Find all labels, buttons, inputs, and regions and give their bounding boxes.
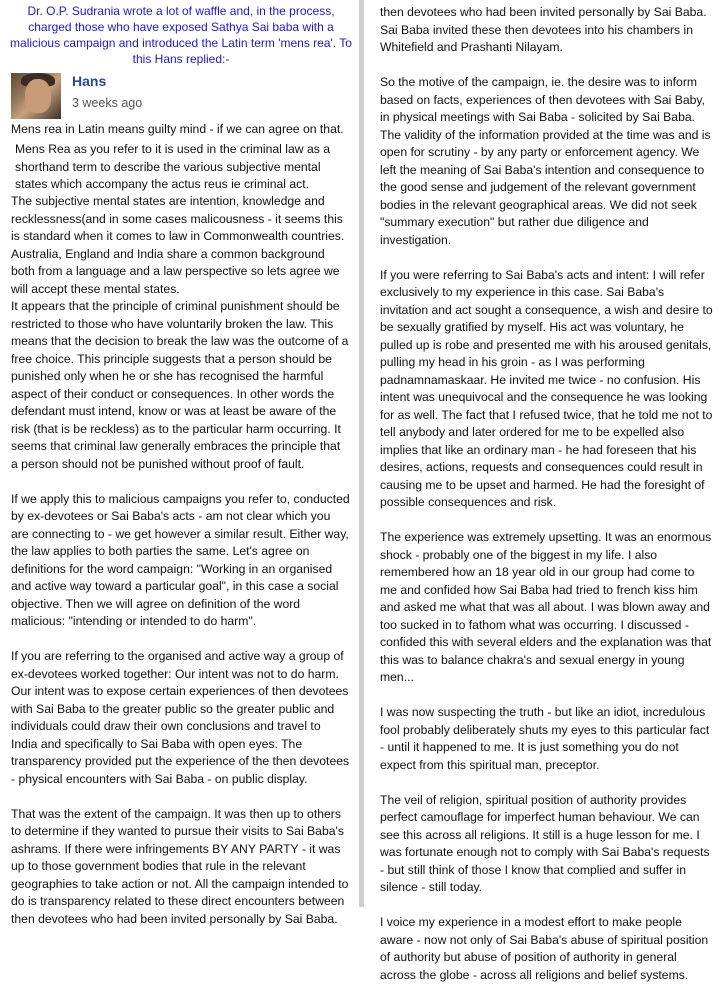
right-body <box>364 0 724 984</box>
avatar[interactable] <box>11 73 61 119</box>
headline: Dr. O.P. Sudrania wrote a lot of waffle and, in the process, charged those who have exposed Sathya Sai baba with a malicious campaign and introduced the Latin term 'mens rea'. To this Hans replied:- <box>10 4 352 66</box>
avatar-face <box>25 79 51 113</box>
paragraph: I was now suspecting the truth - but like an idiot, incredulous fool probably deliberately shuts my eyes to this particular fact - until it happened to me. It is just something you do not expect from this spiritual man, preceptor. <box>380 705 710 772</box>
paragraph: The experience was extremely upsetting. It was an enormous shock - probably one of the biggest in my life. I also remembered how an 18 year old in our group had come to me and confided how Sai Baba had tried to french kiss him and asked me what that was all about. I was blown away and too sucked in to fathom what was occurring. I discussed - confided this with several elders and the explanation was that this was to balance chakra's and sexual energy in young men... <box>380 530 712 684</box>
paragraph: If you were referring to Sai Baba's acts and intent: I will refer exclusively to my experience in this case. Sai Baba's invitation and act sought a consequence, a wish and desire to be sexually gratified by myself. His act was voluntary, he pulled up is robe and presented me with his aroused genitals, pulling my head in his groin - as I was performing padnamnamaskaar. He invited me twice - no confusion. His intent was unequivocal and the consequence he was looking for as well. The fact that I refused twice, that he told me not to tell anybody and later ordered for me to be expelled also implies that like an ordinary man - he had foreseen that his desires, actions, requests and consequences could result in causing me to be upset and harmed. He had the foresight of possible consequences and risk. <box>380 267 713 509</box>
quote-line-2: Mens Rea as you refer to it is used in the criminal law as a shorthand term to describe the various subjective mental states which accompany the actus reus ie criminal act. <box>15 142 330 191</box>
paragraph: If you are referring to the organised and active way a group of ex-devotees worked together: Our intent was not to do harm. Our intent was to expose certain experiences of then devotees with Sai Baba to the greater public so the greater public and individuals could draw their own conclusions and travel to India and specifically to Sai Baba with open eyes. The transparency provided put the experience of the then devotees - physical encounters with Sai Baba - on public display. <box>11 649 350 786</box>
timestamp: 3 weeks ago <box>72 96 143 110</box>
right-column <box>364 0 724 984</box>
left-body <box>0 193 362 928</box>
paragraph: That was the extent of the campaign. It was then up to others to determine if they wanted to pursue their visits to Sai Baba's ashrams. If there were infringements BY ANY PARTY - it was up to those government bodies that rule in the relevant geographies to take action or not. All the campaign intended to do is transparency related to these direct encounters between then devotees who had been invited personally by Sai Baba. <box>11 806 349 926</box>
comment-header <box>0 57 362 119</box>
paragraph: I voice my experience in a modest effort to make people aware - now not only of Sai Baba's abuse of spiritual position of authority but abuse of position of authority in general across the globe - across all religions and belief systems. <box>380 915 709 982</box>
paragraph: The subjective mental states are intention, knowledge and recklessness(and in some cases malicousness - it seems this is standard when it comes to law in Commonwealth countries. Australia, England and India share a common background both from a language and a law perspective so lets agree we will accept these mental states. It appears that the principle of criminal punishment should be restricted to those who have voluntarily broken the law. This means that the decision to break the law was the outcome of a free choice. This principle suggests that a person should be punished only when he or she has recognised the harmful aspect of their conduct or consequences. In other words the defendant must intend, know or was at least be aware of the risk (that is be reckless) as to the particular harm occurring. It seems that criminal law generally embraces the principle that a person should not be punished without proof of fault. <box>11 194 349 471</box>
paragraph: The veil of religion, spiritual position of authority provides perfect camouflage for imperfect human behaviour. We can see this across all religions. It still is a huge lesson for me. I was fortunate enough not to comply with Sai Baba's requests - but still think of those I know that complied and suffer in silence - still today. <box>380 792 710 894</box>
quote-line-1: Mens rea in Latin means guilty mind - if we can agree on that. <box>11 122 344 136</box>
paragraph: If we apply this to malicious campaigns you refer to, conducted by ex-devotees or Sai Baba's acts - am not clear which you are connecting to - we get however a similar result. Either way, the law applies to both parties the same. Let's agree on definitions for the word campaign: "Working in an organised and active way toward a particular goal", in this case a social objective. Then we will agree on definition of the word malicious: "intending or intended to do harm". <box>11 491 350 628</box>
left-column <box>0 0 362 928</box>
username[interactable]: Hans <box>72 73 107 89</box>
paragraph: then devotees who had been invited personally by Sai Baba. Sai Baba invited these then devotees into his chambers in Whitefield and Prashanti Nilayam. <box>380 5 707 54</box>
paragraph: So the motive of the campaign, ie. the desire was to inform based on facts, experiences of then devotees with Sai Baby, in physical meetings with Sai Baba - solicited by Sai Baba. The validity of the information provided at the time was and is open for scrutiny - by any party or enforcement agency. We left the meaning of Sai Baba's intention and consequence to the good sense and judgement of the relevant government bodies in the relevant geographical areas. We did not seek "summary execution" but rather due diligence and investigation. <box>380 75 711 247</box>
